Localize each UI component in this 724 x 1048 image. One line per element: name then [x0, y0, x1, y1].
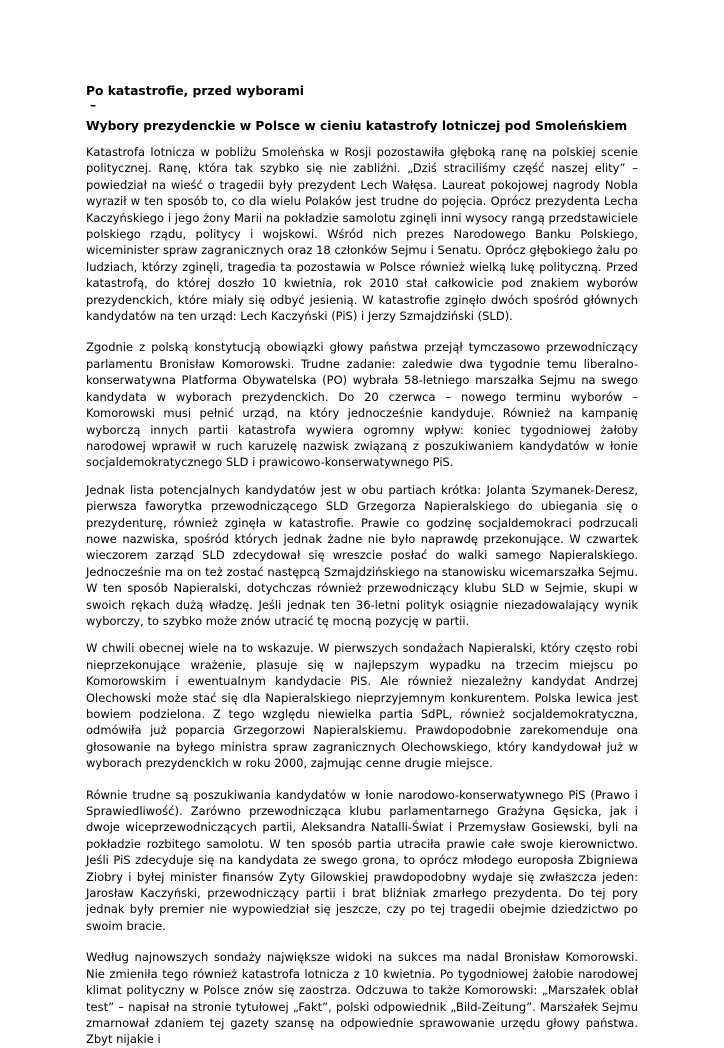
title-dash: –: [90, 98, 97, 112]
article-title: Po katastrofie, przed wyborami: [86, 84, 304, 98]
paragraph-5: Równie trudne są poszukiwania kandydatów w łonie narodowo-konserwatywnego PiS (Prawo i Sprawiedliwość). Zarówno przewodnicząca klubu parlamentarnego Grażyna Gęsicka, jak i dwoje wiceprzewodniczących partii, Aleksandra Natalli-Świat i Przemysław Gosiewski, byli na pokładzie rozbitego samolotu. W ten sposób partia utraciła prawie całe swoje kierownictwo. Jeśli PiS zdecyduje się na kandydata ze swego grona, to oprócz młodego europosła Zbigniewa Ziobry i byłej minister finansów Zyty Gilowskiej prawdopodobny wydaje się zwłaszcza jeden: Jarosław Kaczyński, przewodniczący partii i brat bliźniak zmarłego prezydenta. Do tej pory jednak były premier nie wypowiedział się jeszcze, czy po tej tragedii obejmie dziedzictwo po swoim bracie.: [86, 787, 638, 933]
paragraph-4: W chwili obecnej wiele na to wskazuje. W pierwszych sondażach Napieralski, który często robi nieprzekonujące wrażenie, plasuje się w najlepszym wypadku na trzecim miejscu po Komorowskim i ewentualnym kandydacie PiS. Ale również niezależny kandydat Andrzej Olechowski może stać się dla Napieralskiego nieprzyjemnym konkurentem. Polska lewica jest bowiem podzielona. Z tego względu niewielka partia SdPL, również socjaldemokratyczna, odmówiła już poparcia Grzegorzowi Napieralskiemu. Prawdopodobnie zarekomenduje ona głosowanie na byłego ministra spraw zagranicznych Olechowskiego, który kandydował już w wyborach prezydenckich w roku 2000, zajmując cenne drugie miejsce.: [86, 641, 638, 771]
paragraph-2: Zgodnie z polską konstytucją obowiązki głowy państwa przejął tymczasowo przewodniczący parlamentu Bronisław Komorowski. Trudne zadanie: zaledwie dwa tygodnie temu liberalno-konserwatywna Platforma Obywatelska (PO) wybrała 58-letniego marszałka Sejmu na swego kandydata w wyborach prezydenckich. Do 20 czerwca – nowego terminu wyborów – Komorowski musi pełnić urząd, na który jednocześnie kandyduje. Również na kampanię wyborczą innych partii katastrofa wywiera ogromny wpływ: koniec tygodniowej żałoby narodowej wprawił w ruch karuzelę nazwisk związaną z poszukiwaniem kandydatów w łonie socjaldemokratycznego SLD i prawicowo-konserwatywnego PiS.: [86, 340, 638, 470]
paragraph-3: Jednak lista potencjalnych kandydatów jest w obu partiach krótka: Jolanta Szymanek-Deresz, pierwsza faworytka przewodniczącego SLD Grzegorza Napieralskiego do ubiegania się o prezydenturę, również zginęła w katastrofie. Prawie co godzinę socjaldemokraci podrzucali nowe nazwiska, spośród których jednak żadne nie było naprawdę przekonujące. W czwartek wieczorem zarząd SLD zdecydował się wreszcie posłać do walki samego Napieralskiego. Jednocześnie ma on też zostać następcą Szmajdzińskiego na stanowisku wicemarszałka Sejmu. W ten sposób Napieralski, dotychczas również przewodniczący klubu SLD w Sejmie, skupi w swoich rękach dużą władzę. Jeśli jednak ten 36-letni polityk osiągnie niezadowalający wynik wyborczy, to szybko może znów utracić tę mocną pozycję w partii.: [86, 482, 638, 628]
paragraph-6: Według najnowszych sondaży największe widoki na sukces ma nadal Bronisław Komorowski. Nie zmieniła tego również katastrofa lotnicza z 10 kwietnia. Po tygodniowej żałobie narodowej klimat polityczny w Polsce znów się zaostrza. Odczuwa to także Komorowski: „Marszałek oblał test” – napisał na stronie tytułowej „Fakt”, polski odpowiednik „Bild-Zeitung”. Marszałek Sejmu zmarnował zdaniem tej gazety szansę na odpowiednie sprawowanie urzędu głowy państwa. Zbyt nijakie i: [86, 950, 638, 1047]
paragraph-1: Katastrofa lotnicza w pobliżu Smoleńska w Rosji pozostawiła głęboką ranę na polskiej scenie politycznej. Ranę, która tak szybko się nie zabliźni. „Dziś straciliśmy część naszej elity” – powiedział na wieść o tragedii były prezydent Lech Wałęsa. Laureat pokojowej nagrody Nobla wyraził w ten sposób to, co dla wielu Polaków jest trudne do pojęcia. Oprócz prezydenta Lecha Kaczyńskiego i jego żony Marii na pokładzie samolotu zginęli inni wysocy rangą przedstawiciele polskiego rządu, politycy i wojskowi. Wśród nich prezes Narodowego Banku Polskiego, wiceminister spraw zagranicznych oraz 18 członków Sejmu i Senatu. Oprócz głębokiego żalu po ludziach, którzy zginęli, tragedia ta pozostawia w Polsce również wielką lukę polityczną. Przed katastrofą, do której doszło 10 kwietnia, rok 2010 stał całkowicie pod znakiem wyborów prezydenckich, które miały się odbyć jesienią. W katastrofie zginęło dwóch spośród głównych kandydatów na ten urząd: Lech Kaczyński (PiS) i Jerzy Szmajdziński (SLD).: [86, 145, 638, 324]
article-subtitle: Wybory prezydenckie w Polsce w cieniu katastrofy lotniczej pod Smoleńskiem: [86, 119, 628, 133]
